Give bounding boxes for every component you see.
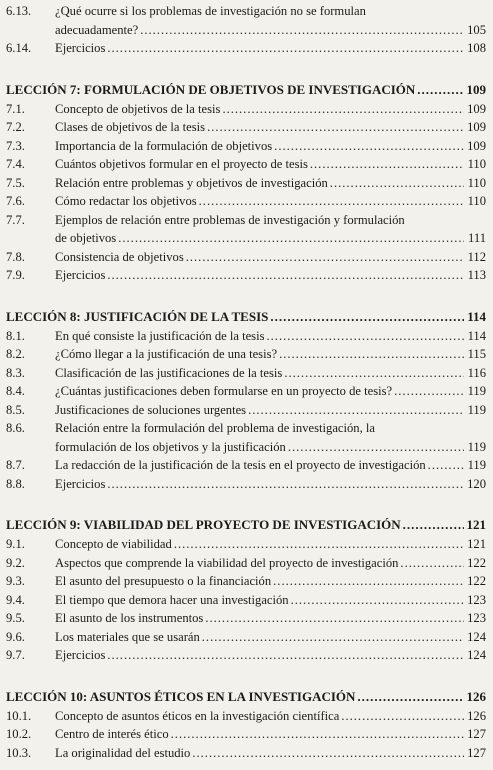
- entry-title: formulación de los objetivos y la justificación: [55, 439, 286, 454]
- entry-number: 8.7.: [6, 458, 25, 472]
- dot-leader: [428, 456, 464, 475]
- entry-number: 8.1.: [6, 328, 25, 343]
- entry-body: [55, 39, 486, 58]
- dot-leader: [248, 401, 464, 420]
- entry-body: [55, 401, 486, 420]
- toc-entry[interactable]: [6, 327, 486, 346]
- entry-body: [55, 609, 486, 628]
- lesson-title: LECCIÓN 9: VIABILIDAD DEL PROYECTO DE INVESTIGACIÓN: [6, 517, 401, 532]
- dot-leader: [394, 382, 464, 401]
- entry-title-lastline: [55, 266, 486, 285]
- toc-entry[interactable]: [6, 628, 486, 647]
- dot-leader: [107, 266, 464, 285]
- page-number: 119: [467, 439, 486, 454]
- entry-title: Cuántos objetivos formular en el proyecto de tesis: [55, 157, 308, 171]
- entry-title: Centro de interés ético: [55, 727, 169, 741]
- entry-number: 8.8.: [6, 476, 25, 491]
- toc-section: [6, 2, 486, 58]
- page-number: 110: [467, 194, 486, 208]
- page-number: 114: [467, 328, 486, 343]
- page-number: 127: [467, 727, 486, 741]
- toc-entry[interactable]: [6, 364, 486, 383]
- entry-title: Clases de objetivos de la tesis: [55, 120, 206, 134]
- toc-entry[interactable]: [6, 266, 486, 285]
- dot-leader: [267, 327, 465, 346]
- toc-entry[interactable]: [6, 401, 486, 420]
- toc-entry[interactable]: [6, 572, 486, 591]
- entry-title-lastline: [55, 21, 486, 40]
- toc-section: [6, 687, 486, 763]
- entry-title: Ejercicios: [55, 268, 106, 282]
- entry-number: 8.4.: [6, 384, 25, 398]
- toc-entry[interactable]: [6, 137, 486, 156]
- page-number: 122: [467, 555, 486, 570]
- dot-leader: [274, 137, 464, 156]
- toc-section: [6, 515, 486, 665]
- entry-title: Concepto de viabilidad: [55, 537, 172, 551]
- entry-body: [55, 211, 486, 248]
- dot-leader: [107, 475, 464, 494]
- entry-title-lastline: [55, 118, 486, 137]
- entry-number: 7.6.: [6, 194, 25, 208]
- entry-number: 7.8.: [6, 249, 25, 264]
- dot-leader: [284, 364, 464, 383]
- dot-leader: [222, 100, 464, 119]
- dot-leader: [288, 438, 464, 457]
- page-number: 110: [467, 157, 486, 171]
- entry-title: Ejercicios: [55, 41, 106, 55]
- entry-number: 7.7.: [6, 212, 25, 227]
- dot-leader: [192, 744, 464, 763]
- entry-body: [55, 419, 486, 456]
- entry-body: [55, 456, 486, 475]
- page-number: 111: [468, 231, 486, 245]
- dot-leader: [279, 345, 464, 364]
- lesson-heading[interactable]: [6, 687, 486, 707]
- entry-number: 7.9.: [6, 268, 25, 282]
- entry-number: 9.6.: [6, 629, 25, 644]
- entry-body: [55, 554, 486, 573]
- page-number: 113: [467, 268, 486, 282]
- entry-number: 7.3.: [6, 138, 25, 153]
- entry-body: [55, 248, 486, 267]
- dot-leader: [205, 609, 464, 628]
- toc-entry[interactable]: [6, 100, 486, 119]
- entry-body: [55, 707, 486, 726]
- entry-body: [55, 345, 486, 364]
- page-number: 109: [467, 138, 486, 153]
- page-number: 110: [467, 175, 486, 190]
- toc-entry[interactable]: [6, 211, 486, 248]
- entry-body: [55, 475, 486, 494]
- entry-number: 8.5.: [6, 402, 25, 417]
- entry-number: 9.1.: [6, 537, 25, 551]
- toc-section: [6, 307, 486, 494]
- page-number: 121: [466, 517, 486, 532]
- entry-number: 10.1.: [6, 708, 32, 723]
- page-number: 123: [467, 592, 486, 607]
- toc-entry[interactable]: [6, 744, 486, 763]
- page-number: 119: [467, 384, 486, 398]
- toc-entry[interactable]: [6, 345, 486, 364]
- entry-title-lastline: [55, 229, 486, 248]
- entry-body: [55, 2, 486, 39]
- entry-number: 6.13.: [6, 4, 32, 18]
- entry-title: La originalidad del estudio: [55, 745, 191, 760]
- entry-title-lastline: [55, 725, 486, 744]
- page-number: 126: [467, 708, 486, 723]
- entry-body: [55, 118, 486, 137]
- lesson-heading[interactable]: [6, 307, 486, 327]
- entry-title-lastline: [55, 382, 486, 401]
- entry-title: El asunto de los instrumentos: [55, 611, 204, 625]
- dot-leader: [341, 707, 464, 726]
- entry-title-lastline: [55, 628, 486, 647]
- page-number: 114: [467, 308, 486, 324]
- entry-title: Aspectos que comprende la viabilidad del proyecto de investigación: [55, 555, 399, 570]
- toc-entry[interactable]: [6, 248, 486, 267]
- entry-title-lastline: [55, 137, 486, 156]
- dot-leader: [186, 248, 464, 267]
- entry-title-lastline: [55, 364, 486, 383]
- entry-number: 9.4.: [6, 592, 25, 607]
- entry-number: 9.7.: [6, 648, 25, 662]
- entry-title-lastline: [55, 572, 486, 591]
- dot-leader: [174, 535, 464, 554]
- entry-body: [55, 535, 486, 554]
- page-number: 105: [467, 22, 486, 37]
- entry-body: [55, 628, 486, 647]
- entry-body: [55, 382, 486, 401]
- page-number: 124: [467, 629, 486, 644]
- entry-title-lastline: [55, 646, 486, 665]
- entry-title-lastline: [55, 155, 486, 174]
- dot-leader: [400, 554, 464, 573]
- dot-leader: [199, 192, 464, 211]
- entry-title: La redacción de la justificación de la tesis en el proyecto de investigación: [55, 458, 426, 472]
- entry-title: En qué consiste la justificación de la tesis: [55, 328, 265, 343]
- entry-number: 9.3.: [6, 574, 25, 588]
- toc-section: [6, 80, 486, 285]
- dot-leader: [273, 572, 464, 591]
- dot-leader: [291, 591, 464, 610]
- entry-title-line: ¿Qué ocurre si los problemas de investigación no se formulan: [55, 4, 366, 18]
- toc-entry[interactable]: [6, 456, 486, 475]
- entry-number: 8.6.: [6, 421, 25, 435]
- entry-body: [55, 572, 486, 591]
- entry-title-lastline: [55, 609, 486, 628]
- toc-entry[interactable]: [6, 475, 486, 494]
- entry-body: [55, 364, 486, 383]
- entry-title-line: Relación entre la formulación del problema de investigación, la: [55, 421, 375, 435]
- dot-leader: [107, 39, 464, 58]
- entry-number: 9.5.: [6, 611, 25, 625]
- entry-body: [55, 744, 486, 763]
- toc-entry[interactable]: [6, 155, 486, 174]
- dot-leader: [357, 687, 464, 707]
- entry-title-lastline: [55, 248, 486, 267]
- entry-title: adecuadamente?: [55, 22, 139, 37]
- entry-title-lastline: [55, 535, 486, 554]
- entry-title-lastline: [55, 345, 486, 364]
- entry-title: Ejercicios: [55, 648, 106, 662]
- entry-title: Importancia de la formulación de objetivos: [55, 138, 273, 153]
- entry-title-lastline: [55, 591, 486, 610]
- entry-title-lastline: [55, 475, 486, 494]
- toc-entry[interactable]: [6, 535, 486, 554]
- entry-title-lastline: [55, 707, 486, 726]
- toc-entry[interactable]: [6, 591, 486, 610]
- dot-leader: [171, 725, 464, 744]
- entry-title: Relación entre problemas y objetivos de investigación: [55, 175, 328, 190]
- dot-leader: [417, 80, 464, 100]
- entry-body: [55, 327, 486, 346]
- entry-title: Clasificación de las justificaciones de la tesis: [55, 365, 283, 380]
- entry-title: Cómo redactar los objetivos: [55, 194, 197, 208]
- entry-title-lastline: [55, 401, 486, 420]
- toc-entry[interactable]: [6, 174, 486, 193]
- dot-leader: [270, 307, 464, 327]
- toc-entry[interactable]: [6, 554, 486, 573]
- entry-title-lastline: [55, 327, 486, 346]
- entry-body: [55, 725, 486, 744]
- entry-body: [55, 155, 486, 174]
- table-of-contents: [6, 2, 486, 762]
- entry-title-lastline: [55, 174, 486, 193]
- toc-entry[interactable]: [6, 725, 486, 744]
- entry-title-lastline: [55, 192, 486, 211]
- toc-entry[interactable]: [6, 707, 486, 726]
- page-number: 109: [467, 120, 486, 134]
- entry-title-lastline: [55, 554, 486, 573]
- lesson-title: LECCIÓN 7: FORMULACIÓN DE OBJETIVOS DE INVESTIGACIÓN: [6, 81, 416, 97]
- entry-body: [55, 266, 486, 285]
- entry-number: 8.3.: [6, 365, 25, 380]
- dot-leader: [330, 174, 464, 193]
- lesson-title: LECCIÓN 10: ASUNTOS ÉTICOS EN LA INVESTIGACIÓN: [6, 688, 356, 704]
- entry-number: 10.2.: [6, 727, 32, 741]
- toc-entry[interactable]: [6, 646, 486, 665]
- entry-title: Concepto de asuntos éticos en la investigación científica: [55, 708, 340, 723]
- toc-entry[interactable]: [6, 39, 486, 58]
- entry-title: ¿Cómo llegar a la justificación de una tesis?: [55, 347, 278, 361]
- page-number: 119: [467, 458, 486, 472]
- page-number: 119: [467, 402, 486, 417]
- entry-title-lastline: [55, 39, 486, 58]
- page-number: 109: [467, 101, 486, 116]
- entry-title-lastline: [55, 438, 486, 457]
- dot-leader: [310, 155, 464, 174]
- entry-body: [55, 137, 486, 156]
- entry-body: [55, 100, 486, 119]
- toc-entry[interactable]: [6, 192, 486, 211]
- entry-number: 8.2.: [6, 347, 25, 361]
- entry-body: [55, 192, 486, 211]
- entry-title-line: Ejemplos de relación entre problemas de investigación y formulación: [55, 212, 405, 227]
- entry-title: Los materiales que se usarán: [55, 629, 200, 644]
- entry-number: 7.5.: [6, 175, 25, 190]
- page-number: 116: [467, 365, 486, 380]
- toc-entry[interactable]: [6, 2, 486, 39]
- entry-title: El asunto del presupuesto o la financiación: [55, 574, 272, 588]
- page-number: 115: [467, 347, 486, 361]
- entry-number: 10.3.: [6, 745, 32, 760]
- entry-number: 9.2.: [6, 555, 25, 570]
- entry-title: Consistencia de objetivos: [55, 249, 184, 264]
- lesson-heading[interactable]: [6, 515, 486, 535]
- dot-leader: [207, 118, 464, 137]
- entry-number: 6.14.: [6, 41, 32, 55]
- dot-leader: [107, 646, 464, 665]
- page-number: 123: [467, 611, 486, 625]
- entry-body: [55, 646, 486, 665]
- lesson-title: LECCIÓN 8: JUSTIFICACIÓN DE LA TESIS: [6, 308, 269, 324]
- entry-number: 7.1.: [6, 101, 25, 116]
- entry-title: Concepto de objetivos de la tesis: [55, 101, 221, 116]
- entry-title: Ejercicios: [55, 476, 106, 491]
- entry-number: 7.2.: [6, 120, 25, 134]
- entry-title: de objetivos: [55, 231, 117, 245]
- page-number: 121: [467, 537, 486, 551]
- entry-title: Justificaciones de soluciones urgentes: [55, 402, 247, 417]
- toc-entry[interactable]: [6, 419, 486, 456]
- entry-title: ¿Cuántas justificaciones deben formularse en un proyecto de tesis?: [55, 384, 393, 398]
- entry-title: El tiempo que demora hacer una investigación: [55, 592, 289, 607]
- page-number: 127: [467, 745, 486, 760]
- entry-number: 7.4.: [6, 157, 25, 171]
- entry-body: [55, 591, 486, 610]
- page-number: 120: [467, 476, 486, 491]
- entry-title-lastline: [55, 456, 486, 475]
- entry-body: [55, 174, 486, 193]
- page-number: 126: [466, 688, 486, 704]
- entry-title-lastline: [55, 744, 486, 763]
- toc-entry[interactable]: [6, 382, 486, 401]
- entry-title-lastline: [55, 100, 486, 119]
- lesson-heading[interactable]: [6, 80, 486, 100]
- dot-leader: [403, 515, 464, 535]
- dot-leader: [202, 628, 464, 647]
- page-number: 122: [467, 574, 486, 588]
- page-number: 108: [467, 41, 486, 55]
- page-number: 109: [466, 81, 486, 97]
- page-number: 124: [467, 648, 486, 662]
- toc-entry[interactable]: [6, 118, 486, 137]
- dot-leader: [140, 21, 464, 40]
- toc-entry[interactable]: [6, 609, 486, 628]
- dot-leader: [118, 229, 464, 248]
- page-number: 112: [467, 249, 486, 264]
